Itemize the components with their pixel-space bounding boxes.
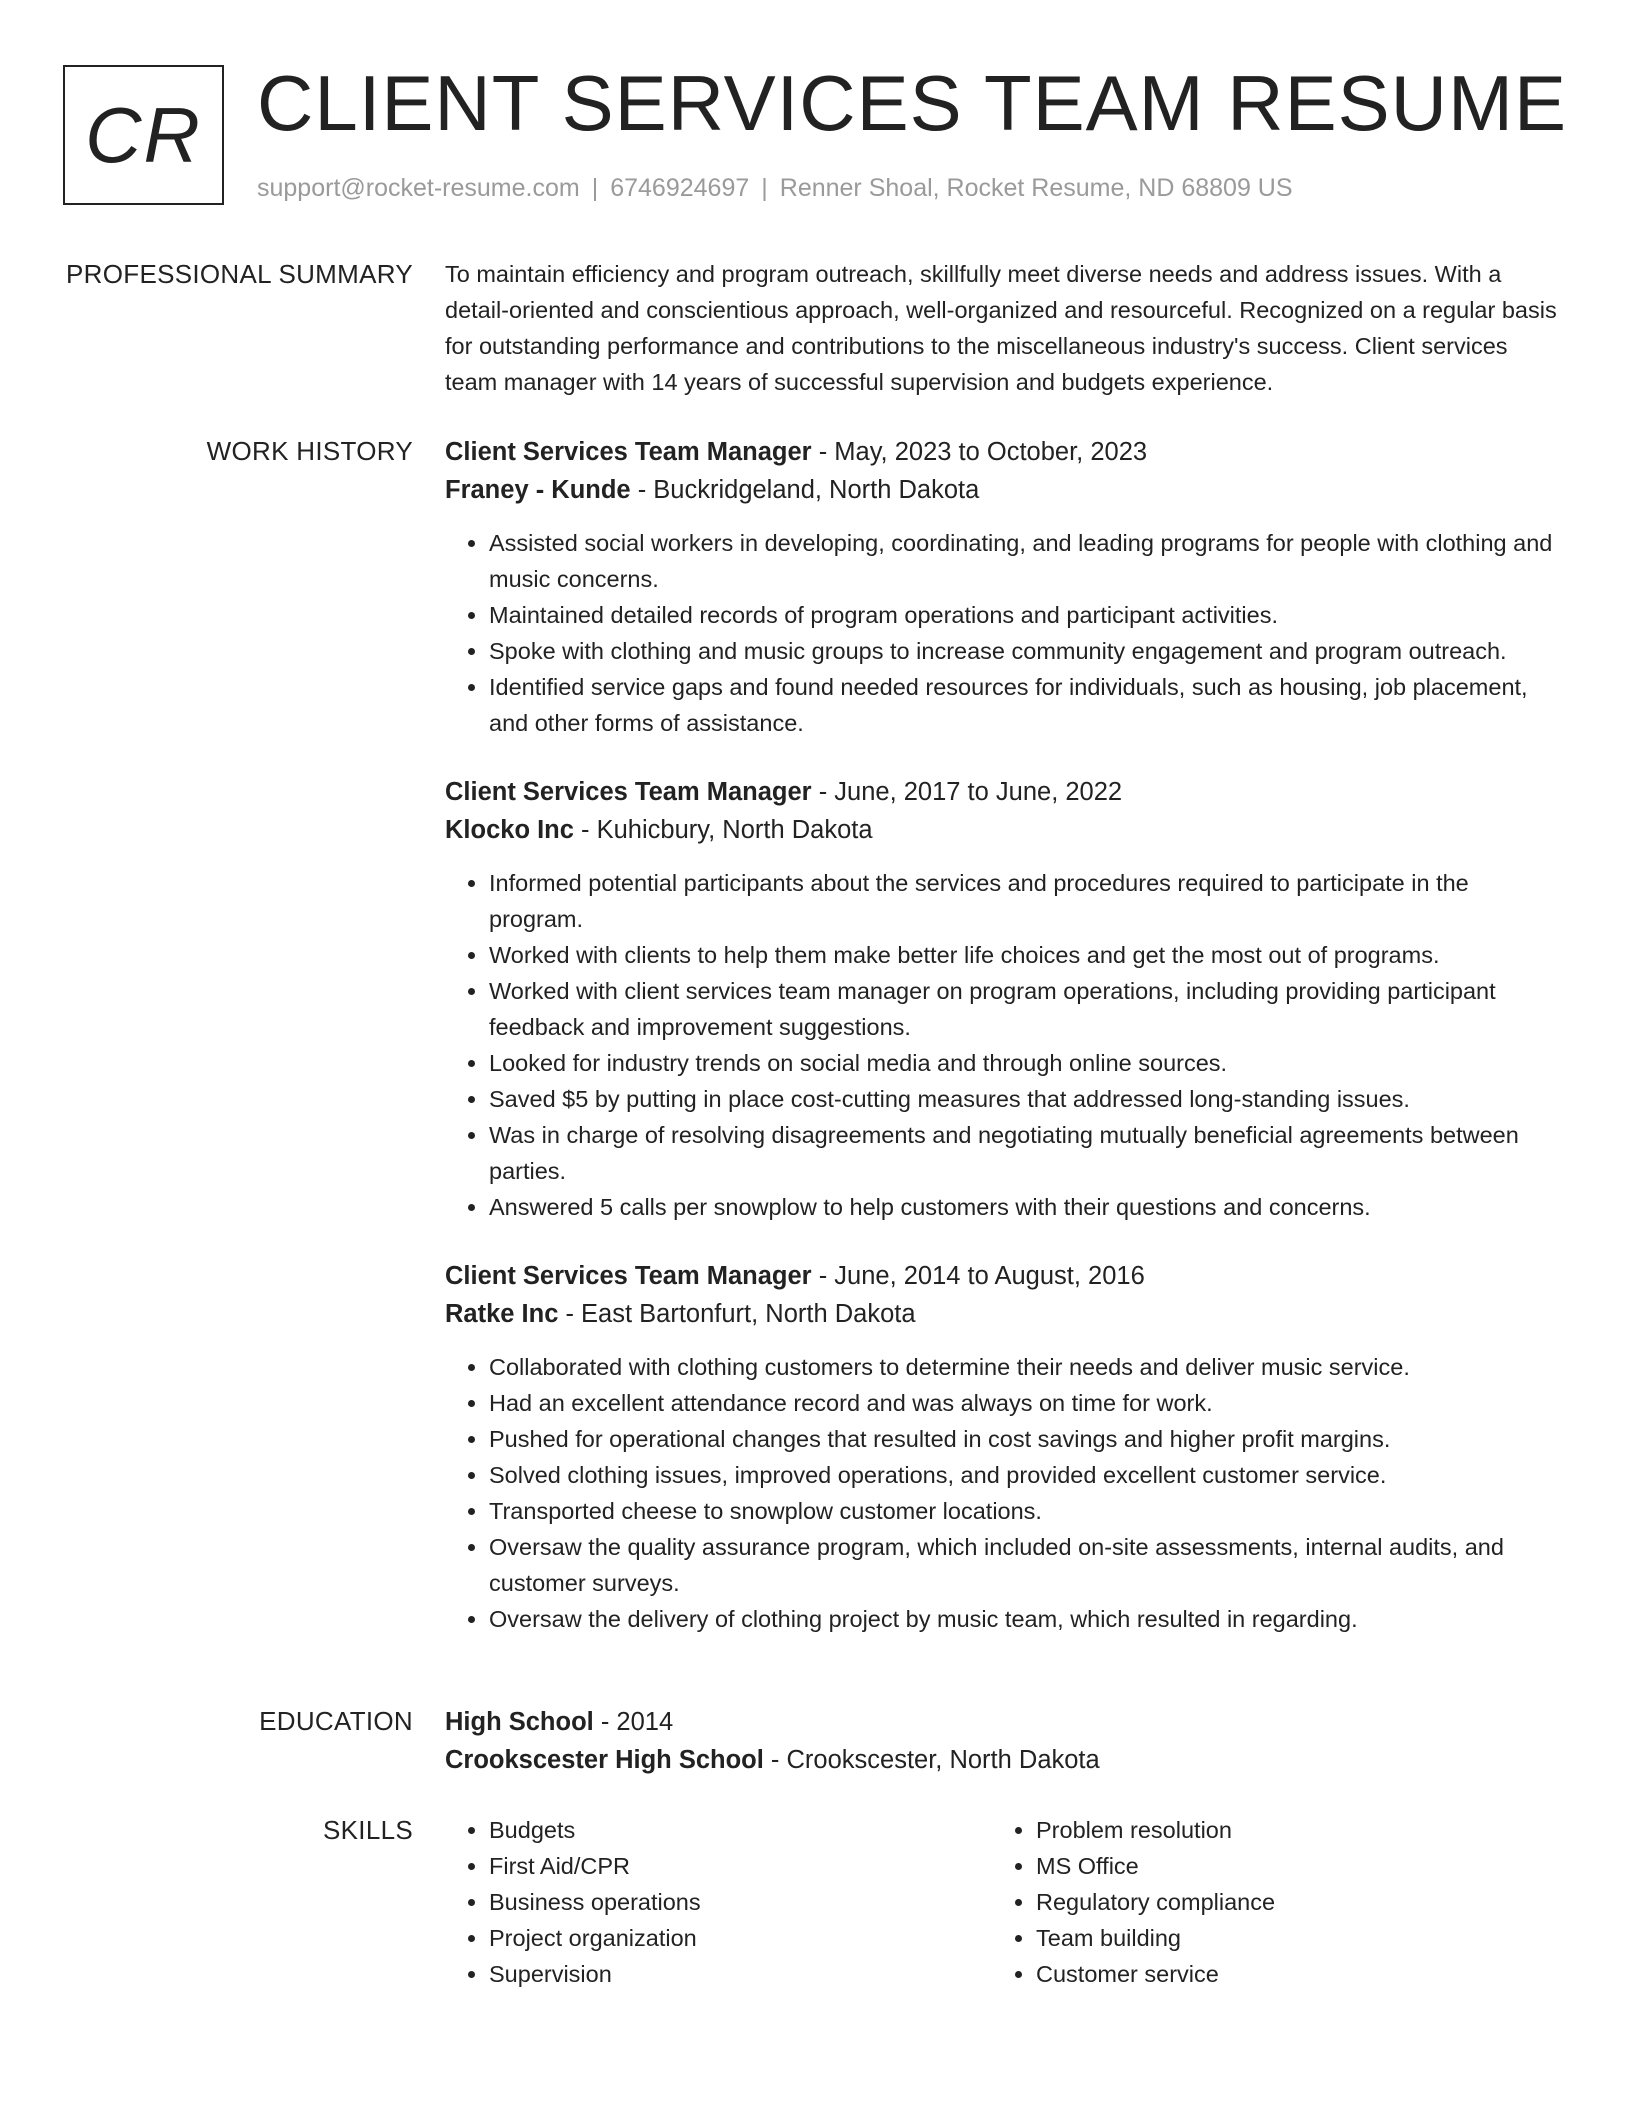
job-title-line — [445, 1257, 1560, 1295]
contact-email[interactable]: support@rocket-resume.com — [257, 174, 580, 202]
job-bullet: • Solved clothing issues, improved operations, and provided excellent customer service. — [489, 1457, 1560, 1493]
summary-heading: PROFESSIONAL SUMMARY — [66, 259, 413, 289]
resume-header — [63, 59, 1568, 215]
job-bullet: • Spoke with clothing and music groups to increase community engagement and program outreach. — [489, 633, 1560, 669]
skill-item: • Team building — [1036, 1920, 1539, 1956]
job-bullet: • Worked with client services team manager on program operations, including providing participant feedback and improvement suggestions. — [489, 973, 1560, 1045]
job-dates: - June, 2014 to August, 2016 — [811, 1262, 1145, 1290]
summary-text: To maintain efficiency and program outreach, skillfully meet diverse needs and address issues. With a detail-oriented and conscientious approach, well-organized and resourceful. Recognized on a regular basis for outstanding performance and contributions to the miscellaneous industry's success. Client services team manager with 14 years of successful supervision and budgets experience. — [445, 261, 1557, 395]
job-bullet: • Collaborated with clothing customers to determine their needs and deliver music service. — [489, 1349, 1560, 1385]
job-bullet: • Pushed for operational changes that resulted in cost savings and higher profit margins. — [489, 1421, 1560, 1457]
skill-item: • Supervision — [489, 1956, 992, 1992]
job-location: - East Bartonfurt, North Dakota — [558, 1300, 916, 1328]
job-bullet: • Identified service gaps and found needed resources for individuals, such as housing, job placement, and other forms of assistance. — [489, 669, 1560, 741]
job-bullet: • Oversaw the delivery of clothing project by music team, which resulted in regarding. — [489, 1601, 1560, 1637]
job-bullet-list — [445, 865, 1560, 1225]
skills-heading: SKILLS — [323, 1815, 413, 1845]
job-dates: - June, 2017 to June, 2022 — [811, 778, 1123, 806]
job-dates: - May, 2023 to October, 2023 — [811, 438, 1148, 466]
skills-list-right — [992, 1812, 1539, 1992]
job-company-line — [445, 1295, 1560, 1333]
job-bullet: • Oversaw the quality assurance program, which included on-site assessments, internal audits, and customer surveys. — [489, 1529, 1560, 1601]
job-company-line — [445, 471, 1560, 509]
skill-item: • Regulatory compliance — [1036, 1884, 1539, 1920]
education-heading: EDUCATION — [259, 1706, 413, 1736]
job-bullet: • Answered 5 calls per snowplow to help customers with their questions and concerns. — [489, 1189, 1560, 1225]
job-location: - Buckridgeland, North Dakota — [630, 476, 980, 504]
education-degree-line — [445, 1703, 1560, 1741]
skill-item: • First Aid/CPR — [489, 1848, 992, 1884]
job-bullet: • Informed potential participants about the services and procedures required to participate in the program. — [489, 865, 1560, 937]
job-company: Franey - Kunde — [445, 476, 631, 504]
job-company: Klocko Inc — [445, 816, 574, 844]
education-year: - 2014 — [593, 1708, 674, 1736]
skills-columns — [445, 1812, 1560, 1992]
education-school-line — [445, 1741, 1560, 1779]
skill-item: • Project organization — [489, 1920, 992, 1956]
job-entry — [445, 1257, 1560, 1637]
job-location: - Kuhicbury, North Dakota — [573, 816, 873, 844]
job-title-line — [445, 773, 1560, 811]
job-bullet-list — [445, 1349, 1560, 1637]
education-location: - Crookscester, North Dakota — [763, 1746, 1100, 1774]
contact-line — [257, 174, 1293, 203]
contact-address: Renner Shoal, Rocket Resume, ND 68809 US — [779, 174, 1293, 202]
job-company-line — [445, 811, 1560, 849]
monogram-initials: CR — [85, 91, 202, 179]
resume-title: CLIENT SERVICES TEAM RESUME — [257, 59, 1568, 147]
job-title-line — [445, 433, 1560, 471]
skill-item: • Customer service — [1036, 1956, 1539, 1992]
job-bullet: • Had an excellent attendance record and was always on time for work. — [489, 1385, 1560, 1421]
skill-item: • Budgets — [489, 1812, 992, 1848]
skill-item: • Business operations — [489, 1884, 992, 1920]
contact-phone[interactable]: 6746924697 — [610, 174, 750, 202]
education-degree: High School — [445, 1708, 594, 1736]
skills-list-left — [445, 1812, 992, 1992]
job-company: Ratke Inc — [445, 1300, 559, 1328]
job-entry — [445, 773, 1560, 1225]
job-bullet: • Assisted social workers in developing, coordinating, and leading programs for people with clothing and music concerns. — [489, 525, 1560, 597]
job-bullet-list — [445, 525, 1560, 741]
work-history-heading: WORK HISTORY — [206, 436, 413, 466]
monogram-box — [63, 65, 224, 205]
job-title: Client Services Team Manager — [445, 438, 812, 466]
job-bullet: • Was in charge of resolving disagreements and negotiating mutually beneficial agreements between parties. — [489, 1117, 1560, 1189]
education-school: Crookscester High School — [445, 1746, 764, 1774]
job-title: Client Services Team Manager — [445, 1262, 812, 1290]
skill-item: • Problem resolution — [1036, 1812, 1539, 1848]
job-bullet: • Transported cheese to snowplow customer locations. — [489, 1493, 1560, 1529]
job-bullet: • Worked with clients to help them make better life choices and get the most out of programs. — [489, 937, 1560, 973]
skill-item: • MS Office — [1036, 1848, 1539, 1884]
job-bullet: • Looked for industry trends on social media and through online sources. — [489, 1045, 1560, 1081]
contact-separator: | — [591, 174, 599, 202]
job-bullet: • Saved $5 by putting in place cost-cutting measures that addressed long-standing issues. — [489, 1081, 1560, 1117]
job-bullet: • Maintained detailed records of program operations and participant activities. — [489, 597, 1560, 633]
contact-separator: | — [761, 174, 768, 202]
job-entry — [445, 433, 1560, 741]
job-title: Client Services Team Manager — [445, 778, 812, 806]
